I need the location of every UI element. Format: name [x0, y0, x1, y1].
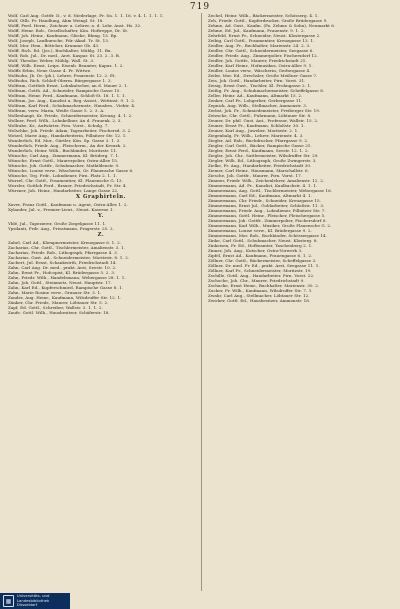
- section-heading: Y.: [97, 213, 105, 219]
- directory-entry: Ziegler, Wilh. Ed., Lithograph, Große Zwingerstr. 3.: [208, 158, 317, 163]
- directory-entry: Zehme, Ad. Gust., Kaufm. (Fa. Zehme & Sohn), Neumarkt 6.: [208, 23, 336, 28]
- directory-entry: Zetzsche, Chr. Gottl., Fuhrmann, Löbtauer Str. 8.: [208, 113, 312, 118]
- directory-entry: Zielke, Fr. Aug., Handarbeiter, Friedrichstadt 30.: [208, 163, 312, 168]
- directory-entry: Zepnick, Aug. Wilh., Stellmacher, Ammonstr. 3.: [208, 103, 308, 108]
- directory-entry: Wolschke, Joh. Friedr. Adam, Tagearbeiter, Fischersd. 3. 2.: [8, 128, 132, 133]
- directory-entry: Zinkeisen, Fr. Ed., Hofbeamter, Taschenberg 2. 1.: [208, 243, 313, 248]
- directory-entry: Zahn, Carl Aug. Dr. med., prakt. Arzt, Seestr. 10. 2.: [8, 265, 117, 270]
- directory-entry: Zehrfeld, Ernst Fr., Schneider, Neust. Klostergasse 2.: [208, 33, 321, 38]
- directory-entry: Zöllner, Chr. Gottl., Bäckermeister, Scheffelgasse 3.: [208, 258, 317, 263]
- directory-entry: Zacharias, Chr. Gottl., Tischlermeister, Amalienstr. 3. 1.: [8, 245, 125, 250]
- directory-entry: Wolfram, Gotth. Ad., Schneider, Rampische Gasse 15.: [8, 88, 121, 93]
- directory-entry: Zeuner, Karl Aug., Juwelier, Moritzstr. 2. 1.: [208, 128, 299, 133]
- left-column: [8, 13, 194, 593]
- directory-entry: Zacharias, Friedr. Rob., Lithograph, Pfarrgasse 4. 3.: [8, 250, 118, 255]
- directory-entry: Wünsche, Ernst Gottl., Maurerpolier, Ostra-Allee 15.: [8, 158, 119, 163]
- directory-entry: Yblé, Jul., Tapezierer, Große Ziegelgasse 11. 1.: [8, 221, 107, 226]
- directory-entry: Wolfram, Heinr. Ferd., Kaufmann, Schloß-St. 18. 1. 1. 1.: [8, 93, 126, 98]
- directory-entry: Zänker, Chr. Friedr., Maurer, Löbtauer Str. 5. 2.: [8, 300, 109, 305]
- directory-entry: Xylander, Jul. v., Premier-Lieut., Neust. Kaserne 1.: [8, 207, 114, 212]
- directory-entry: Xaver, Franz Gottl., Kaufmann u. Agent, Ostra-Allee 1. 2.: [8, 202, 128, 207]
- directory-entry: Zimmermann, Ad. Fr., Kanzlist, Kaulbachstr. 4. 1. 1.: [208, 183, 318, 188]
- directory-entry: Wolff, Joh. Heinr., Kaufmann, Glücke, Bhmg. 13. Rp.: [8, 33, 118, 38]
- directory-entry: Zimmermann, Chr. Friedr., Schneider, Kreuzgasse 15.: [208, 198, 321, 203]
- directory-entry: Zander, Aug. Heinr., Kaufmann, Wilsdruffer Str. 12. 1.: [8, 295, 122, 300]
- directory-entry: Wolfram, verw. Maria, Weiße Gasse 5. 2. 3. A.: [8, 108, 105, 113]
- directory-entry: Zwicker, Gottl. Ed., Hausbesitzer, Ammonstr. 18.: [208, 298, 311, 303]
- library-logo: [0, 593, 70, 609]
- directory-entry: Wolfsohn, Jb. Dr. (ph.), Lehrer, Frauenstr. 12. 2. Et.: [8, 73, 116, 78]
- directory-entry: Zacharias, Gust. Ad., Schneidermeister, Moritzstr. 8. 1. 2.: [8, 255, 130, 260]
- directory-entry: Zeidler, Aug. Fr., Buchhalter, Marienstr. 24. 2. 3.: [208, 43, 311, 48]
- directory-entry: Zöllner, Karl Fr., Schneidermeister, Moritzstr. 19.: [208, 268, 312, 273]
- directory-entry: Wolf, Gtlb. Fr. Handlung, Ahm Weingl. St. 18.: [8, 18, 104, 23]
- directory-entry: Zschoche, Joh. Chr., Maurer, Friedrichstadt 9.: [208, 278, 305, 283]
- directory-entry: Wollner, Ferd. Wilh., Lohnkellner, An d. Frauenk. 2. 3.: [8, 118, 122, 123]
- directory-entry: Zahn, Joh. Gottl., Steinmetz, Neust. Hauptstr. 17.: [8, 280, 112, 285]
- directory-entry: Wünsche, Louise verw., Wäscherin, Gr. Plauensche Gasse 6.: [8, 168, 134, 173]
- directory-entry: Zahn, Ernst Fr., Hofcopist, Kl. Brüdergasse 5. 2. 3.: [8, 270, 116, 275]
- directory-entry: Wünsche, Carl Aug., Zimmermann, Kl. Brüderg. 7. 1.: [8, 153, 120, 158]
- directory-entry: Zeh, Friedr. Gottl., Kupferdrucker, Große Brüdergasse 9.: [208, 18, 328, 23]
- directory-entry: Wunderlich, Friedr. Aug., Fleischerm., An der Kreuzk. 2.: [8, 143, 127, 148]
- directory-entry: Zucker, Fr. Wilh., Kaufmann, Wilsdruffer Str. 7. 1.: [208, 288, 313, 293]
- directory-entry: Zapf, Ed. Gottl., Schreiber, Wallstr. 3. 1. 1. 2.: [8, 305, 103, 310]
- directory-entry: Wolf, Theodor, Weber, Mühlg. Wall. St. 3.: [8, 58, 95, 63]
- directory-entry: Zimmermann, Carl Ed., Kaufmann, Altmarkt 4. 1.: [208, 193, 312, 198]
- directory-entry: Zeidler, Karl Heinr., Hofmusikus, Ostra-Allee 9. 1.: [208, 63, 313, 68]
- directory-entry: Wolf, Carl Aug. Gottfr. D., v. d. Niederlage, Fr. Sn. 1. 1. 16. v. 4. 1. 1. 1. 1.: [8, 13, 164, 18]
- directory-entry: Zenker, Carl Fr., Lohgerber, Gerbergasse 11.: [208, 98, 303, 103]
- directory-entry: Wolfsohn, Rich. Schloß-Oberm. Bürgergasse 1. 3.: [8, 78, 112, 83]
- directory-entry: Würzner, Joh. Heinr., Handarbeiter, Lange Gasse 22.: [8, 188, 119, 193]
- directory-entry: Ziegler, Ernst Ferd., Kaufmann, Seestr. 12. 1. 2.: [208, 148, 309, 153]
- directory-entry: Zimmermann, Ernst Jul., Goldarbeiter, Schloßstr. 11. 3.: [208, 203, 325, 208]
- directory-entry: Wolfram, Jos. Aug., Kanzlist u. Reg.-Assist., Wettinst. 9. 1. 2.: [8, 98, 136, 103]
- directory-entry: Zeis, Joh. Gottl., Handarbeiter, Pirn. Vorst. 31.: [208, 78, 306, 83]
- directory-entry: Wolf, Mor. Hrm., Böttcher, Krumme Gb. 43.: [8, 43, 100, 48]
- section-heading: X Graphirteln.: [75, 194, 127, 200]
- directory-entry: Zerbst, Joh. Fr., Schmiedemeister, Freiberger Str. 19.: [208, 108, 321, 113]
- directory-entry: Ziesche, Joh. Gottfr., Maurer, Pirn. Vorst. 17.: [208, 173, 303, 178]
- directory-entry: Zimmermann, Aug. Gottl., Tischlermeister, Webergasse 16.: [208, 188, 332, 193]
- directory-entry: Zimmermann, Friedr. Aug., Lohndiener, Pillnitzer Str. 7.: [208, 208, 326, 213]
- directory-entry: Wotzel, Marie Aug., Handarbeiterin, Pillnitzer Str. 12. 1.: [8, 133, 127, 138]
- directory-entry: Wünsche, Joh. Gottfr., Schuhmacher, Mathildenstr. 9.: [8, 163, 120, 168]
- directory-entry: Zeiler, Mor. Ed., Drechsler, Große Meißner Gasse 7.: [208, 73, 318, 78]
- directory-entry: Wolf, Joseph, Laufbursche, Fdr.-Akad. Tr. St. 13.: [8, 38, 110, 43]
- directory-entry: Wollrabe, Kr., Aufwärter, Pirn. Vorst., Schulg. 7.: [8, 123, 109, 128]
- directory-entry: Zeibig, Carl Gottl., Posamentier, Kreuzgasse 13. 1.: [208, 38, 315, 43]
- library-logo-icon: ▦: [3, 595, 14, 607]
- directory-entry: Zinke, Carl Gottl., Schuhmacher, Neust. Klosterg. 8.: [208, 238, 318, 243]
- directory-entry: Zinner, Joh. Aug., Kutscher, Ostra-Vorwerk 3.: [208, 248, 303, 253]
- directory-entry: Ziegler, Ad. Rob., Buchdrucker, Pfarrgasse 9. 2.: [208, 138, 309, 143]
- directory-entry: Wunderlich, Ed. Mor., Gürtler, Kön. Sp. Gasse 3. 1. 3.: [8, 138, 121, 143]
- library-logo-text: [17, 594, 70, 608]
- directory-entry: Zeller, Heinr. Ad., Kaufmann, Altmarkt 15. 2.: [208, 93, 303, 98]
- directory-entry: Ziemer, Carl Heinr., Hausmann, Marschallstr. 6.: [208, 168, 309, 173]
- directory-entry: Zimmermann, Joh. Gottfr., Zimmerpolier, Fischersdorf 6.: [208, 218, 327, 223]
- column-divider: [201, 13, 202, 591]
- directory-entry: Zahn, Marie Rosine verw., Grunaer Str. 3. 1.: [8, 290, 102, 295]
- directory-entry: Wolf, Rob. Jul., Dr. med., Arzt, Kaspar. St. 23. 2. 3. B.: [8, 53, 121, 58]
- directory-entry: Wolff, Ferd. Herm., Zeichner u. Lehrer, a. d. Lehr. Anst. Hs. 32.: [8, 23, 142, 28]
- library-logo-line-2: Landesbibliothek Düsseldorf: [16, 597, 50, 608]
- directory-entry: Zimmer, Friedr. Wilh., Zeichenlehrer, Amalienstr. 12. 2.: [208, 178, 325, 183]
- directory-entry: Zeißig, Fr. Aug., Schuhmachermeister, Scheffelgasse 8.: [208, 88, 325, 93]
- directory-entry: Zimmermann, Mor. Rob., Buchbinder, Schössergasse 14.: [208, 233, 327, 238]
- directory-entry: Ypsilanti, Frdr. Aug., Privatmann, Pragerstr. 25. 2.: [8, 226, 114, 231]
- directory-entry: Wünsche, Trg. Frdr., Lohndiener, Pirn. Platz 2. 1. 1.: [8, 173, 117, 178]
- page-number: 719: [189, 2, 211, 12]
- directory-entry: Zwahr, Carl Aug., Stellmacher, Löbtauer Str. 12.: [208, 293, 310, 298]
- directory-entry: Zschille, Gottl. Aug., Handarbeiter, Pirn. Vorst. 22.: [208, 273, 315, 278]
- directory-entry: Zimmermann, Karl Wilh., Musiker, Große Plauensche G. 2.: [208, 223, 332, 228]
- directory-entry: Zeidler, Friedr. Aug., Zimmerpolier, Fischersdorf 12.: [208, 53, 318, 58]
- directory-entry: Zschucke, Ernst Heinr., Buchhalter, Marienstr. 30. 2.: [208, 283, 320, 288]
- directory-entry: Wurzler, Gottlob Ferd., Brauer, Friedrichstadt, Fr. Str. 4.: [8, 183, 127, 188]
- directory-entry: Wolfram, Gottlieb Ernst, Lohnkutscher, an d. Mauer 2. 1.: [8, 83, 129, 88]
- directory-entry: Ziegenbalg, Fr. Wilh., Lehrer, Marienstr. 4. 3.: [208, 133, 304, 138]
- directory-entry: Zeidler, Chr. Gottl., Schneidermeister, Seegasse 6.: [208, 48, 314, 53]
- section-heading: Z.: [97, 232, 105, 238]
- directory-entry: Wurzel, Chr. Gottl., Posamentier, Kl. Plauensche G. 13.: [8, 178, 123, 183]
- directory-entry: Zöllner, Dr. med. Fr. Ed., prakt. Arzt, Seegasse 11. 1.: [208, 263, 320, 268]
- directory-entry: Zeuner, Dr. phil. Gust. Ant., Professor, Wallstr. 15. 2.: [208, 118, 319, 123]
- directory-entry: Zeidler, Louise verw., Wäscherin, Gerbergasse 4.: [208, 68, 311, 73]
- directory-entry: Wolff, Heinr. Rob., Gesellschafter, Kön. Hoftreppe, Dr. St.: [8, 28, 129, 33]
- directory-entry: Ziegler, Joh. Chr., Sattlermeister, Wilsdruffer Str. 29.: [208, 153, 319, 158]
- directory-entry: Zabel, Carl Ad., Klempnermeister, Kreuzgasse 6. 1. 2.: [8, 240, 121, 245]
- directory-entry: Zeisig, Ernst Gust., Tischler, Kl. Frohngasse 2. 1.: [208, 83, 312, 88]
- directory-entry: Zechel, Heinr. Wilh., Bäckermeister, Schösserg. 4. 1.: [208, 13, 319, 18]
- directory-entry: Wunderlich, Heinr. Wilh., Buchbinder, Moritzstr. 11.: [8, 148, 118, 153]
- directory-entry: Wollenhaupt, Kr. Friedr., Schneidermeister, Kreuzg. 4. 1. 2.: [8, 113, 133, 118]
- directory-entry: Wolff, Rich. Ed. (Jos.), Buchhalter, Mühlg. 11. Bu.: [8, 48, 112, 53]
- directory-entry: Zeuner, Ernst Fr., Kaufmann, Schloßstr. 30. 1.: [208, 123, 305, 128]
- directory-entry: Zipfel, Ernst Ad., Kaufmann, Frauengasse 6. 1. 2.: [208, 253, 313, 258]
- directory-entry: Zaufe, Gottl. Wilh., Hausbesitzer, Schäferstr. 18.: [8, 310, 110, 315]
- library-logo-line-1: Universitäts- und: [16, 593, 50, 599]
- directory-entry: Wolffs Erbin, Neue Gasse 4. Fr. Wittwe.: [8, 68, 92, 73]
- directory-entry: Zimmermann, Louise verw., Kl. Brüdergasse 9. 2.: [208, 228, 312, 233]
- directory-entry: Zimmermann, Gottl. Heinr., Fleischer, Fleischergasse 5.: [208, 213, 326, 218]
- directory-entry: Zehme, Ed. Jul., Kaufmann, Frauenstr. 9. 1. 2.: [208, 28, 305, 33]
- directory-entry: Wolfram, Karl Ferd., Schuhmachermstr., Hausbes., Viehtr. 4.: [8, 103, 136, 108]
- directory-entry: Zahn, Friedr. Wilh., Handelsmann, Webergasse 28. 1. 1.: [8, 275, 126, 280]
- right-column: [208, 13, 394, 593]
- directory-entry: Zachert, Jul. Ernst, Schankwirth, Friedrichstadt 14.: [8, 260, 117, 265]
- directory-entry: Ziegler, Carl Gottl., Bäcker, Rampische Gasse 21.: [208, 143, 312, 148]
- directory-entry: Wolff, Wilh. Ernst, Leipz. Eisenb. Beamter, Kapuz. 1. 2.: [8, 63, 124, 68]
- directory-entry: Zahn, Karl Ed., Kupferschmied, Rampische Gasse 8. 1.: [8, 285, 124, 290]
- directory-entry: Zeidler, Joh. Gottfr., Maurer, Friedrichstadt 21.: [208, 58, 307, 63]
